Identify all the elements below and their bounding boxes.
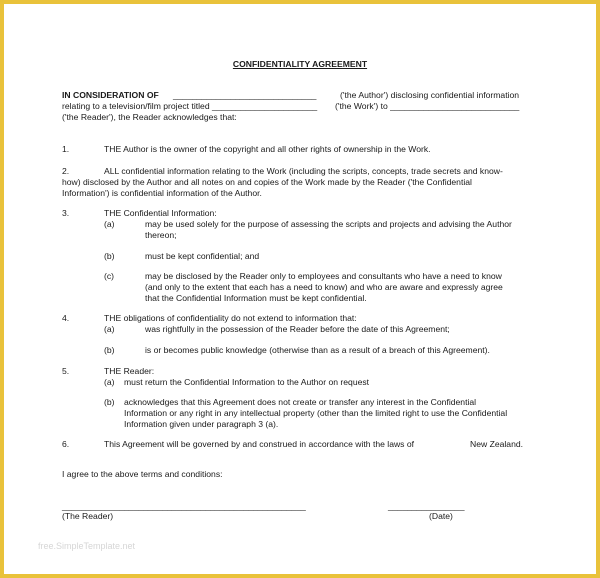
date-label: (Date)	[429, 511, 453, 521]
clause-2-line3: Information') is confidential information of the Author.	[62, 188, 262, 198]
clause-4a-line1: was rightfully in the possession of the Reader before the date of this Agreement;	[145, 324, 450, 334]
clause-3b-line1: must be kept confidential; and	[145, 251, 260, 261]
clause-4a-label: (a)	[104, 324, 115, 334]
clause-2-line2: how) disclosed by the Author and all notes on and copies of the Work made by the Reader ('the Confidential	[62, 177, 472, 187]
clause-6-number: 6.	[62, 439, 70, 449]
reader-signature-line[interactable]: ___________________________________________________	[62, 501, 306, 511]
clause-2-number: 2.	[62, 166, 70, 176]
clause-4-number: 4.	[62, 313, 70, 323]
clause-3a-label: (a)	[104, 219, 115, 229]
clause-1-text: THE Author is the owner of the copyright and all other rights of ownership in the Work.	[104, 144, 431, 154]
date-signature-line[interactable]: ________________	[388, 501, 465, 511]
intro-lead: IN CONSIDERATION OF	[62, 90, 159, 100]
intro-line1-rest: ('the Author') disclosing confidential information	[340, 90, 520, 100]
clause-2-line1: ALL confidential information relating to the Work (including the scripts, concepts, trade secrets and know-	[104, 166, 503, 176]
clause-3c-label: (c)	[104, 271, 115, 281]
clause-5b-label: (b)	[104, 397, 115, 407]
clause-6-text: This Agreement will be governed by and construed in accordance with the laws of	[104, 439, 415, 449]
document-title: CONFIDENTIALITY AGREEMENT	[232, 59, 368, 69]
intro-line2-a: relating to a television/film project titled ______________________	[62, 101, 318, 111]
clause-3b-label: (b)	[104, 251, 115, 261]
clause-5-heading: THE Reader:	[104, 366, 155, 376]
document-page	[4, 4, 596, 574]
clause-5b-line2: Information or any right in any intellectual property (other than the limited right to use the Confidential	[124, 408, 508, 418]
reader-label: (The Reader)	[62, 511, 114, 521]
clause-4-heading: THE obligations of confidentiality do not extend to information that:	[104, 313, 357, 323]
clause-5b-line3: Information given under paragraph 3 (a).	[124, 419, 279, 429]
watermark-text: free.SimpleTemplate.net	[38, 541, 136, 551]
agree-text: I agree to the above terms and conditions:	[62, 469, 223, 479]
clause-5a-line1: must return the Confidential Information to the Author on request	[124, 377, 370, 387]
clause-3c-line3: that the Confidential Information must be kept confidential.	[145, 293, 367, 303]
clause-3a-line2: thereon;	[145, 230, 177, 240]
clause-3c-line1: may be disclosed by the Reader only to employees and consultants who have a need to know	[145, 271, 502, 281]
clause-3-heading: THE Confidential Information:	[104, 208, 217, 218]
clause-5-number: 5.	[62, 366, 70, 376]
clause-1-number: 1.	[62, 144, 70, 154]
clause-6-place: New Zealand.	[470, 439, 524, 449]
clause-5a-label: (a)	[104, 377, 115, 387]
intro-line3: ('the Reader'), the Reader acknowledges that:	[62, 112, 237, 122]
intro-line2-b: ('the Work') to ___________________________	[335, 101, 520, 111]
clause-4b-line1: is or becomes public knowledge (otherwise than as a result of a breach of this Agreement).	[145, 345, 490, 355]
clause-5b-line1: acknowledges that this Agreement does not create or transfer any interest in the Confidential	[124, 397, 477, 407]
author-blank: ______________________________	[173, 90, 317, 100]
clause-4b-label: (b)	[104, 345, 115, 355]
clause-3a-line1: may be used solely for the purpose of assessing the scripts and projects and advising the Author	[145, 219, 512, 229]
clause-3-number: 3.	[62, 208, 70, 218]
clause-3c-line2: (and only to the extent that each has a need to know) and who are aware and expressly agree	[145, 282, 503, 292]
